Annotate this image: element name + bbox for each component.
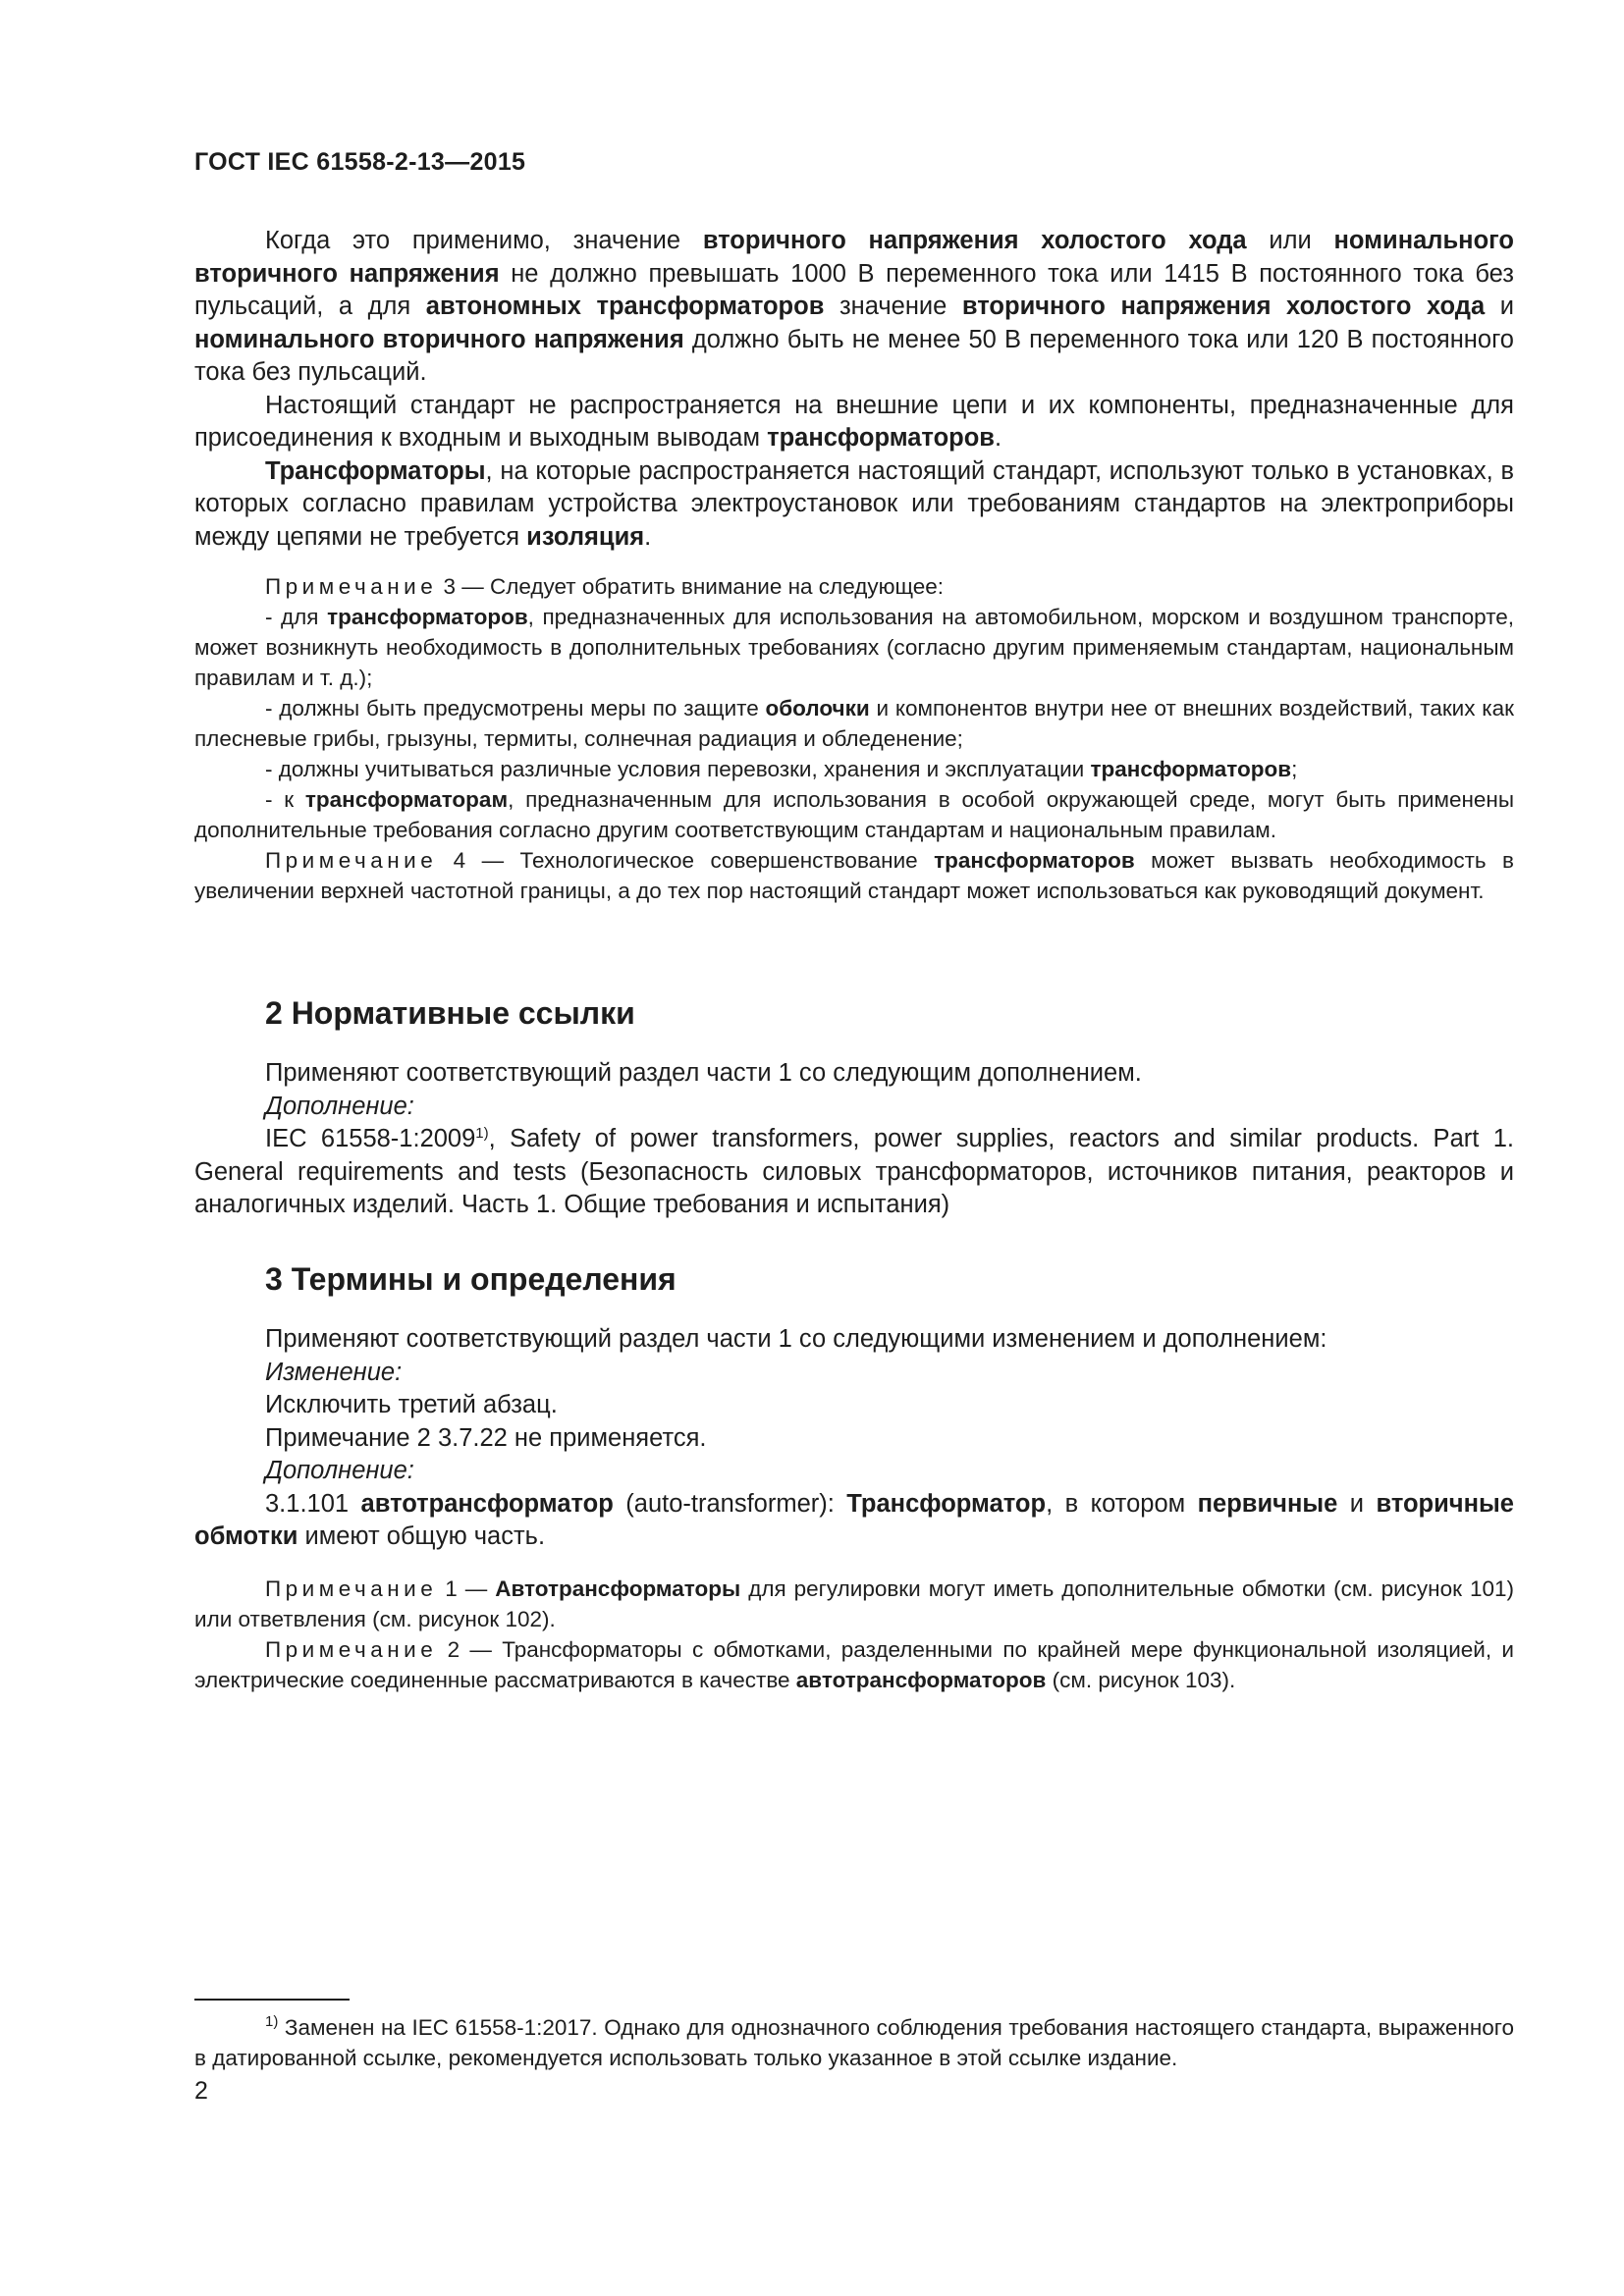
text-run: автотрансформаторов xyxy=(795,1668,1047,1692)
page-number: 2 xyxy=(194,2077,208,2105)
paragraph: Настоящий стандарт не распространяется на внешние цепи и их компоненты, предназначенные для присоединения к входным и выходным выводам трансформаторов. xyxy=(194,391,1514,452)
text-run: Дополнение: xyxy=(265,1092,414,1120)
text-run: номинального вторичного напряжения xyxy=(194,227,1515,288)
text-run: вторичного напряжения холостого хода xyxy=(961,293,1486,320)
section-2-body xyxy=(194,1057,1514,1222)
paragraph: Когда это применимо, значение вторичного напряжения холостого хода или номинального вторичного напряжения не должно превышать 1000 В переменного тока или 1415 В постоянного тока без пульсаций, а для автономных трансформаторов значение вторичного напряжения холостого хода и номинального вторичного напряжения должно быть не менее 50 В переменного тока или 120 В постоянного тока без пульсаций. xyxy=(194,227,1515,386)
text-run: вторичные обмотки xyxy=(194,1489,1514,1550)
text-run: изоляция xyxy=(526,522,645,551)
text-run: трансформаторов xyxy=(327,605,528,629)
note-list-item: - должны учитываться различные условия перевозки, хранения и эксплуатации трансформаторов; xyxy=(265,757,1298,781)
text-run: 1) xyxy=(265,2013,279,2030)
paragraph: Трансформаторы, на которые распространяется настоящий стандарт, используют только в установках, в которых согласно правилам устройства электроустановок или требованиям стандартов на электроприборы между цепями не требуется изоляция. xyxy=(194,456,1514,551)
note-paragraph: Примечание 2 — Трансформаторы с обмотками, разделенными по крайней мере функциональной изоляцией, и электрические соединенные рассматриваются в качестве автотрансформаторов (см. рисунок 103). xyxy=(194,1637,1514,1692)
text-run: автономных трансформаторов xyxy=(425,293,825,320)
footnote xyxy=(194,2012,1514,2073)
footnote-text: $^{1)}$ Заменен на IEC 61558-1:2017. Однако для однозначного соблюдения требования настоящего стандарта, выраженного в датированной ссылке, рекомендуется использовать только указанное в этой ссылке издание. xyxy=(194,2013,1514,2070)
note-paragraph: Примечание 4 — Технологическое совершенствование трансформаторов может вызвать необходимость в увеличении верхней частотной границы, а до тех пор настоящий стандарт может использоваться как руководящий документ. xyxy=(194,848,1514,903)
notes-block xyxy=(194,571,1514,906)
section-3-heading: 3 Термины и определения xyxy=(265,1261,677,1297)
text-run: номинального вторичного напряжения xyxy=(194,325,684,353)
note-list-item: - к трансформаторам, предназначенным для использования в особой окружающей среде, могут быть применены дополнительные требования согласно другим соответствующим стандартам и национальным правилам. xyxy=(194,787,1514,842)
text-run: Трансформатор xyxy=(846,1489,1047,1518)
text-run: первичные xyxy=(1197,1489,1338,1518)
section-3-body xyxy=(194,1323,1514,1554)
text-run: Изменение: xyxy=(265,1358,403,1386)
text-run: Примечание xyxy=(265,574,438,599)
document-header: ГОСТ IEC 61558-2-13—2015 xyxy=(194,148,526,176)
text-run: трансформаторов xyxy=(934,848,1135,873)
text-run: трансформаторов xyxy=(1090,757,1292,781)
text-run: трансформаторов xyxy=(767,424,995,452)
paragraph xyxy=(194,1455,1514,1488)
reference-paragraph: IEC 61558-1:2009$^{1)}$, Safety of power transformers, power supplies, reactors and similar products. Part 1. General requirements and tests (Безопасность силовых трансформаторов, источников питания, реакторов и аналогичных изделий. Часть 1. Общие требования и испытания) xyxy=(194,1125,1514,1218)
paragraph: Применяют соответствующий раздел части 1 со следующим дополнением. xyxy=(265,1059,1142,1087)
term-definition: 3.1.101 автотрансформатор (auto-transformer): Трансформатор, в котором первичные и вторичные обмотки имеют общую часть. xyxy=(194,1489,1514,1550)
note-list-item: - должны быть предусмотрены меры по защите оболочки и компонентов внутри нее от внешних воздействий, таких как плесневые грибы, грызуны, термиты, солнечная радиация и обледенение; xyxy=(194,696,1515,751)
section-3-notes xyxy=(194,1574,1514,1695)
paragraph: Примечание 2 3.7.22 не применяется. xyxy=(265,1423,707,1452)
text-run: Дополнение: xyxy=(265,1457,414,1484)
intro-block xyxy=(194,225,1514,554)
note-list-item: - для трансформаторов, предназначенных для использования на автомобильном, морском и воздушном транспорте, может возникнуть необходимость в дополнительных требованиях (согласно другим применяемым стандартам, национальным правилам и т. д.); xyxy=(194,605,1515,690)
text-run: автотрансформатор xyxy=(360,1489,614,1518)
note-paragraph: Примечание 3 — Следует обратить внимание на следующее: xyxy=(265,574,944,599)
paragraph: Исключить третий абзац. xyxy=(265,1391,558,1418)
section-2-heading: 2 Нормативные ссылки xyxy=(265,995,635,1031)
paragraph: Применяют соответствующий раздел части 1 со следующими изменением и дополнением: xyxy=(265,1325,1327,1353)
paragraph xyxy=(194,1091,1514,1124)
footnote-separator xyxy=(194,1999,350,2001)
text-run: вторичного напряжения холостого хода xyxy=(702,227,1247,254)
note-paragraph: Примечание 1 — Автотрансформаторы для регулировки могут иметь дополнительные обмотки (см. рисунок 101) или ответвления (см. рисунок 102). xyxy=(194,1576,1514,1631)
text-run: Трансформаторы xyxy=(265,456,486,485)
text-run: Примечание xyxy=(265,1637,438,1662)
text-run: Примечание xyxy=(265,1576,438,1601)
text-run: оболочки xyxy=(765,696,870,721)
text-run: 1) xyxy=(475,1125,489,1142)
paragraph xyxy=(194,1357,1514,1390)
text-run: Примечание xyxy=(265,848,438,873)
text-run: Автотрансформаторы xyxy=(495,1576,741,1601)
text-run: трансформаторам xyxy=(304,787,509,812)
